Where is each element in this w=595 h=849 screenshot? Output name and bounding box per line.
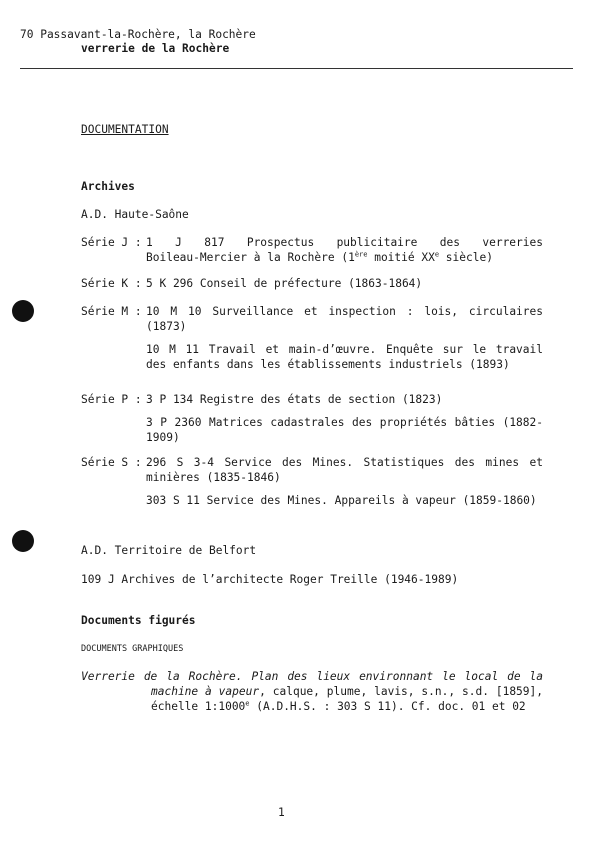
header-subject: verrerie de la Rochère bbox=[81, 42, 230, 55]
serie-p-text1: 3 P 134 Registre des états de section (1823) bbox=[146, 393, 443, 406]
serie-p-label: Série P : bbox=[81, 393, 142, 406]
figure-reference: (A.D.H.S. : 303 S 11). Cf. doc. 01 et 02 bbox=[249, 700, 526, 713]
serie-s-label: Série S : bbox=[81, 456, 142, 469]
archives-heading: Archives bbox=[81, 180, 135, 193]
serie-p-entry bbox=[81, 392, 543, 445]
serie-j-line1: 1 J 817 Prospectus publicitaire des verreries bbox=[146, 236, 543, 249]
serie-j-label: Série J : bbox=[81, 236, 142, 249]
punch-hole-top bbox=[12, 300, 34, 322]
archive-depot-haute-saone: A.D. Haute-Saône bbox=[81, 208, 189, 221]
serie-k-text: 5 K 296 Conseil de préfecture (1863-1864) bbox=[146, 277, 423, 290]
serie-m-text2: 10 M 11 Travail et main-d’œuvre. Enquête sur le travail des enfants dans les établissements industriels (1893) bbox=[146, 343, 543, 371]
serie-m-label: Série M : bbox=[81, 305, 142, 318]
serie-p-text2: 3 P 2360 Matrices cadastrales des propriétés bâties (1882-1909) bbox=[146, 416, 543, 444]
page-number: 1 bbox=[278, 806, 285, 819]
serie-s-text2: 303 S 11 Service des Mines. Appareils à vapeur (1859-1860) bbox=[146, 494, 537, 507]
page-header bbox=[20, 28, 256, 56]
section-title: DOCUMENTATION bbox=[81, 123, 169, 136]
documents-graphiques-subheading: DOCUMENTS GRAPHIQUES bbox=[81, 644, 184, 654]
figure-entry: Verrerie de la Rochère. Plan des lieux environnant le local de la machine à vapeur, calque, plume, lavis, s.n., s.d. [1859], échelle 1:1000e (A.D.H.S. : 303 S 11). Cf. doc. 01 et 02 bbox=[81, 670, 543, 713]
serie-j-line2: Boileau-Mercier à la Rochère (1ère moitié XXe siècle) bbox=[146, 250, 493, 264]
header-rule bbox=[20, 68, 573, 69]
serie-s-entry bbox=[81, 455, 543, 508]
serie-m-entry bbox=[81, 304, 543, 372]
belfort-entry: 109 J Archives de l’architecte Roger Treille (1946-1989) bbox=[81, 573, 459, 586]
punch-hole-bottom bbox=[12, 530, 34, 552]
serie-j-entry bbox=[81, 235, 543, 265]
documents-figures-heading: Documents figurés bbox=[81, 614, 196, 627]
serie-k-entry bbox=[81, 276, 543, 291]
serie-s-text1: 296 S 3-4 Service des Mines. Statistiques des mines et minières (1835-1846) bbox=[146, 456, 543, 484]
serie-k-label: Série K : bbox=[81, 277, 142, 290]
figure-title: Verrerie de la Rochère. Plan des lieux environnant le local de la machine à vapeur bbox=[81, 670, 543, 698]
figure-description: , calque, plume, lavis, s.n., s.d. [1859], échelle 1:1000 bbox=[151, 685, 543, 713]
serie-m-text1: 10 M 10 Surveillance et inspection : lois, circulaires (1873) bbox=[146, 305, 543, 333]
header-location: 70 Passavant-la-Rochère, la Rochère bbox=[20, 28, 256, 41]
archive-depot-belfort: A.D. Territoire de Belfort bbox=[81, 544, 257, 557]
